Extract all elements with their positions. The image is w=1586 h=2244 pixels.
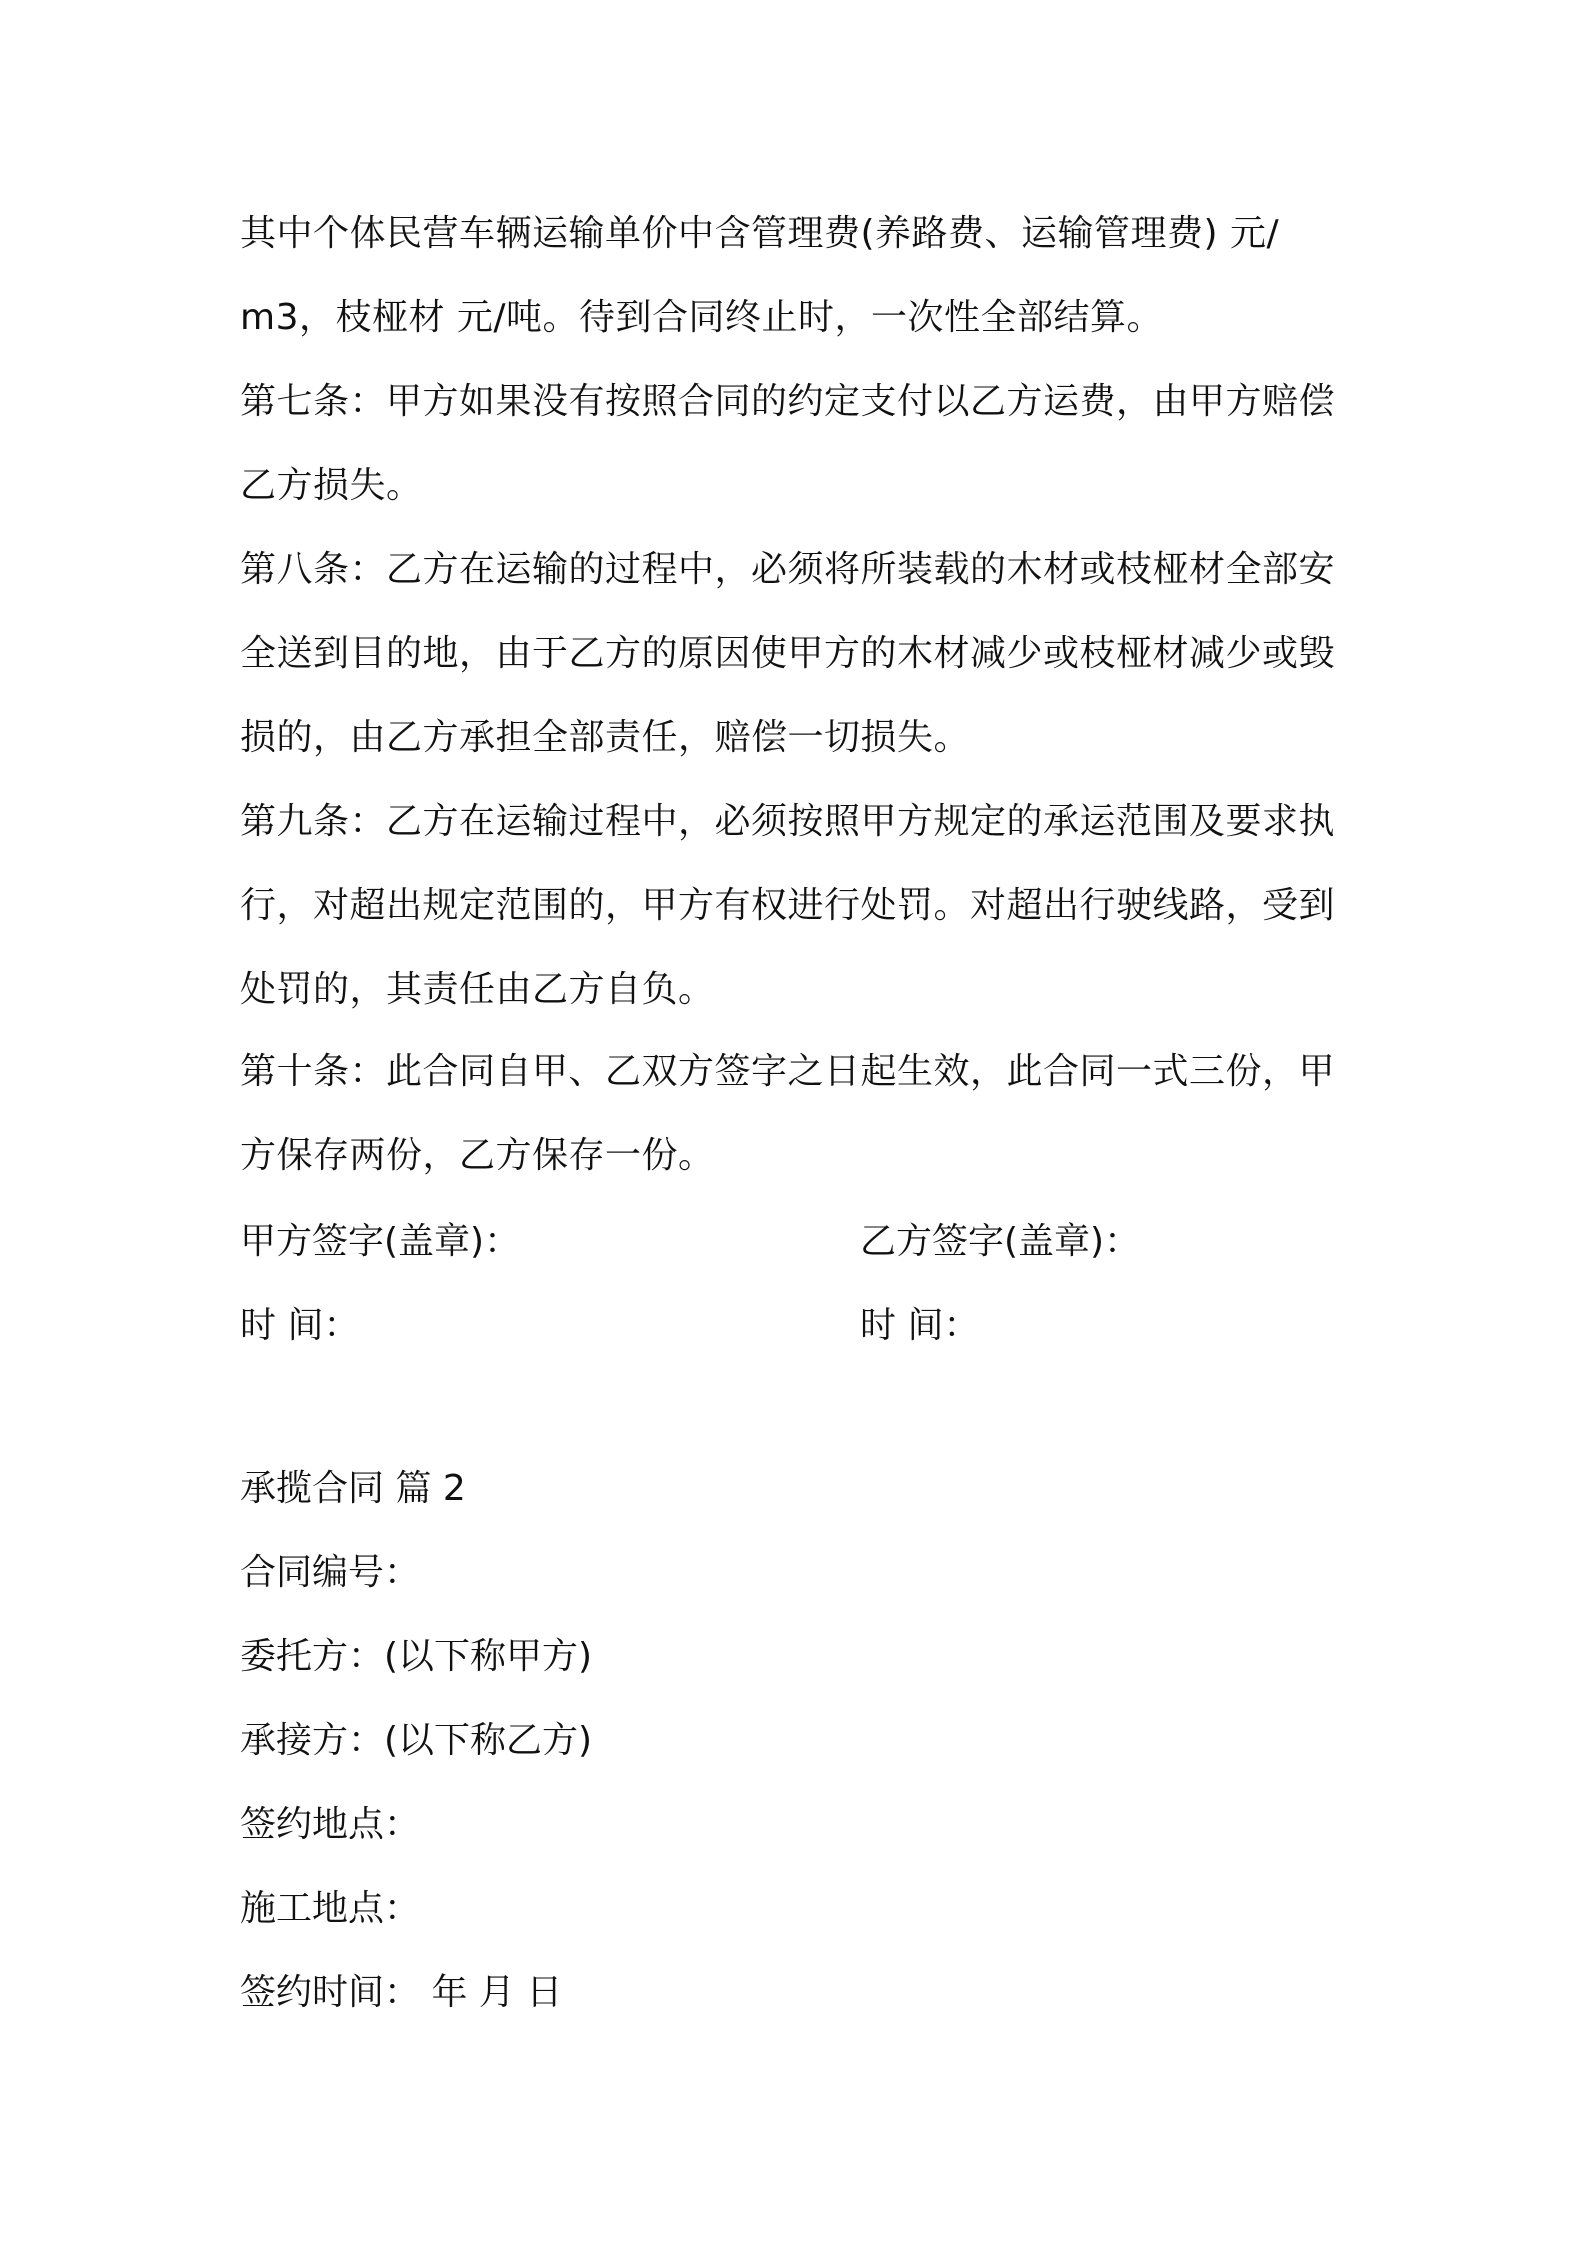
text-line: 第七条：甲方如果没有按照合同的约定支付以乙方运费，由甲方赔偿	[240, 381, 1336, 422]
date-row	[240, 1284, 1360, 1368]
work-place-label: 施工地点：	[240, 1888, 421, 1929]
text-line: 行，对超出规定范围的，甲方有权进行处罚。对超出行驶线路，受到	[240, 885, 1336, 926]
text-line: 其中个体民营车辆运输单价中含管理费(养路费、运输管理费) 元/	[240, 213, 1280, 254]
client-label: 委托方：(以下称甲方)	[240, 1636, 593, 1677]
text-line: 乙方损失。	[240, 465, 423, 506]
sign-time-label: 签约时间： 年 月 日	[240, 1972, 563, 2013]
party-b-time-label: 时 间：	[860, 1305, 980, 1346]
text-line: 第十条：此合同自甲、乙双方签字之日起生效，此合同一式三份，甲	[240, 1051, 1336, 1092]
sign-place-label: 签约地点：	[240, 1804, 421, 1845]
text-line: 处罚的，其责任由乙方自负。	[240, 969, 715, 1010]
paragraph-unit-price	[240, 192, 1360, 360]
article-9	[240, 780, 1360, 1032]
signature-row	[240, 1200, 1360, 1284]
section-title: 承揽合同 篇 2	[240, 1468, 466, 1509]
contract-section-2	[240, 1447, 1360, 2035]
contractor-label: 承接方：(以下称乙方)	[240, 1720, 593, 1761]
contract-number-label: 合同编号：	[240, 1552, 421, 1593]
text-line: 第九条：乙方在运输过程中，必须按照甲方规定的承运范围及要求执	[240, 801, 1336, 842]
text-line: 全送到目的地，由于乙方的原因使甲方的木材减少或枝桠材减少或毁	[240, 633, 1336, 674]
article-8	[240, 528, 1360, 780]
article-10	[240, 1030, 1360, 1198]
text-line: 第八条：乙方在运输的过程中，必须将所装载的木材或枝桠材全部安	[240, 549, 1336, 590]
article-7	[240, 360, 1360, 528]
party-a-time-label: 时 间：	[240, 1305, 360, 1346]
party-a-signature-label: 甲方签字(盖章)：	[240, 1221, 521, 1262]
text-line: m3，枝桠材 元/吨。待到合同终止时，一次性全部结算。	[240, 297, 1164, 338]
party-b-signature-label: 乙方签字(盖章)：	[860, 1221, 1141, 1262]
text-line: 损的，由乙方承担全部责任，赔偿一切损失。	[240, 717, 971, 758]
text-line: 方保存两份，乙方保存一份。	[240, 1135, 715, 1176]
